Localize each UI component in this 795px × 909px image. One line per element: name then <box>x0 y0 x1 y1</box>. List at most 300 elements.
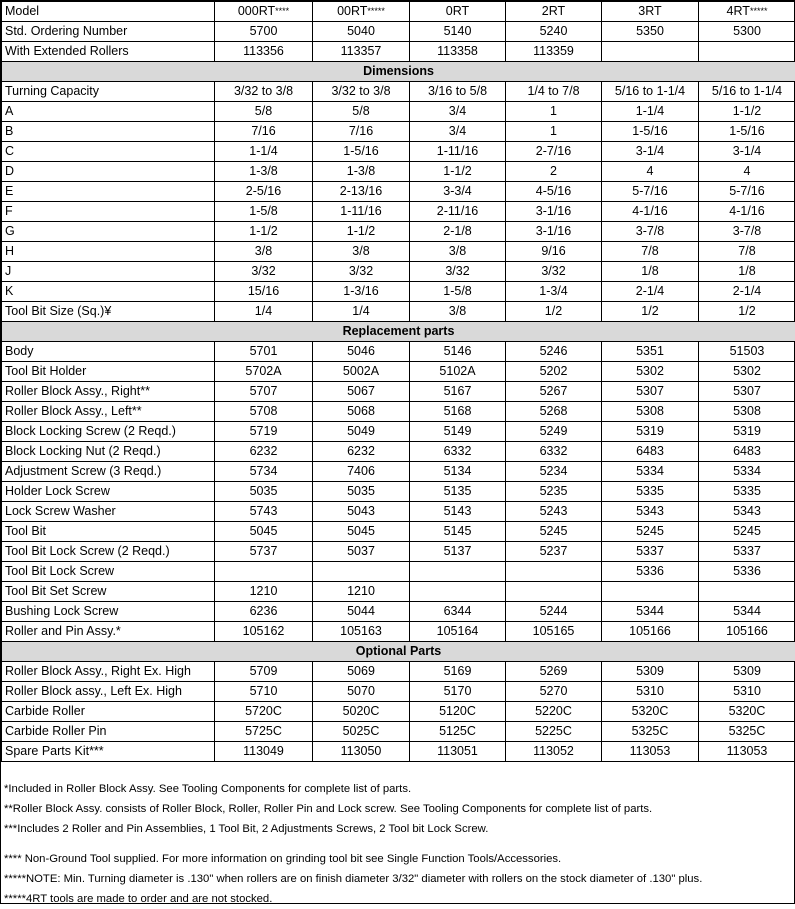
table-cell: 5319 <box>699 422 795 442</box>
table-cell: 5343 <box>699 502 795 522</box>
table-cell: 105164 <box>410 622 506 642</box>
table-cell <box>410 562 506 582</box>
table-cell: 1-3/8 <box>313 162 410 182</box>
table-cell: 5143 <box>410 502 506 522</box>
table-cell: 5146 <box>410 342 506 362</box>
section-header <box>2 642 795 662</box>
row-label: K <box>2 282 215 302</box>
table-cell: 2-5/16 <box>215 182 313 202</box>
table-cell <box>313 562 410 582</box>
table-cell: 1 <box>506 102 602 122</box>
table-cell: 1-5/8 <box>410 282 506 302</box>
table-cell: 6344 <box>410 602 506 622</box>
footnotes <box>4 779 702 909</box>
table-cell <box>506 562 602 582</box>
table-cell: 1-1/2 <box>699 102 795 122</box>
table-cell: 4-5/16 <box>506 182 602 202</box>
row-label: G <box>2 222 215 242</box>
footnote-line: **** Non-Ground Tool supplied. For more information on grinding tool bit see Single Function Tools/Accessories. <box>4 849 702 869</box>
table-row <box>2 422 795 442</box>
table-cell: 3/32 <box>506 262 602 282</box>
table-cell: 5120C <box>410 702 506 722</box>
table-cell: 3/8 <box>410 242 506 262</box>
table-cell: 5707 <box>215 382 313 402</box>
model-name: 000RT <box>238 4 275 18</box>
table-cell: 6232 <box>313 442 410 462</box>
row-label: H <box>2 242 215 262</box>
table-cell: 5308 <box>699 402 795 422</box>
table-cell: 5040 <box>313 22 410 42</box>
table-cell: 5720C <box>215 702 313 722</box>
table-cell: 5737 <box>215 542 313 562</box>
table-cell: 1-1/2 <box>410 162 506 182</box>
model-name: 4RT <box>727 4 750 18</box>
table-cell: 4-1/16 <box>602 202 699 222</box>
table-row <box>2 682 795 702</box>
table-cell: 2-1/8 <box>410 222 506 242</box>
table-cell: 5037 <box>313 542 410 562</box>
footnote-line: **Roller Block Assy. consists of Roller Block, Roller, Roller Pin and Lock screw. See Tooling Components for complete list of parts. <box>4 799 702 819</box>
table-cell: 5337 <box>699 542 795 562</box>
table-cell: 2-13/16 <box>313 182 410 202</box>
table-cell: 1-3/8 <box>215 162 313 182</box>
row-label: Carbide Roller Pin <box>2 722 215 742</box>
table-row <box>2 382 795 402</box>
table-cell: 5035 <box>313 482 410 502</box>
table-cell: 2-1/4 <box>602 282 699 302</box>
table-cell: 3-7/8 <box>699 222 795 242</box>
table-row <box>2 162 795 182</box>
table-cell: 113359 <box>506 42 602 62</box>
table-cell: 1-11/16 <box>313 202 410 222</box>
table-row <box>2 242 795 262</box>
table-cell: 5035 <box>215 482 313 502</box>
table-cell: 5169 <box>410 662 506 682</box>
table-cell: 7/16 <box>215 122 313 142</box>
table-cell: 5300 <box>699 22 795 42</box>
header-row <box>2 2 795 22</box>
row-label: F <box>2 202 215 222</box>
table-cell: 1/2 <box>506 302 602 322</box>
table-row <box>2 602 795 622</box>
table-cell: 1-3/16 <box>313 282 410 302</box>
table-cell: 5320C <box>699 702 795 722</box>
table-cell: 5020C <box>313 702 410 722</box>
table-cell: 5245 <box>506 522 602 542</box>
footnote-line: *Included in Roller Block Assy. See Tooling Components for complete list of parts. <box>4 779 702 799</box>
table-cell: 3/32 <box>313 262 410 282</box>
table-cell: 3/8 <box>410 302 506 322</box>
table-cell: 5102A <box>410 362 506 382</box>
table-cell: 1-5/16 <box>602 122 699 142</box>
table-cell: 5325C <box>699 722 795 742</box>
table-cell: 1-5/16 <box>699 122 795 142</box>
table-cell <box>699 582 795 602</box>
table-cell: 5334 <box>602 462 699 482</box>
model-footnote-marker: ***** <box>367 6 385 16</box>
table-cell: 105165 <box>506 622 602 642</box>
note-spacer <box>4 839 702 849</box>
section-header <box>2 62 795 82</box>
row-label: Tool Bit Lock Screw (2 Reqd.) <box>2 542 215 562</box>
table-cell: 5240 <box>506 22 602 42</box>
table-cell: 5701 <box>215 342 313 362</box>
table-cell: 5307 <box>602 382 699 402</box>
table-cell: 5069 <box>313 662 410 682</box>
table-cell: 6483 <box>602 442 699 462</box>
table-cell: 3-1/16 <box>506 202 602 222</box>
specification-table <box>1 1 795 762</box>
table-row <box>2 102 795 122</box>
table-cell: 113052 <box>506 742 602 762</box>
table-row <box>2 562 795 582</box>
table-cell: 5310 <box>699 682 795 702</box>
table-row <box>2 622 795 642</box>
table-cell: 5045 <box>313 522 410 542</box>
table-cell: 3-3/4 <box>410 182 506 202</box>
table-cell: 5245 <box>602 522 699 542</box>
table-cell: 5045 <box>215 522 313 542</box>
table-cell: 3/8 <box>313 242 410 262</box>
table-cell: 1-1/2 <box>215 222 313 242</box>
table-cell: 1/4 <box>313 302 410 322</box>
model-name: 0RT <box>446 4 469 18</box>
model-header-2rt <box>506 2 602 22</box>
table-cell: 5225C <box>506 722 602 742</box>
table-row <box>2 262 795 282</box>
table-cell: 5302 <box>699 362 795 382</box>
row-label: Body <box>2 342 215 362</box>
table-cell: 3/4 <box>410 122 506 142</box>
table-cell: 5044 <box>313 602 410 622</box>
table-cell: 5046 <box>313 342 410 362</box>
table-row <box>2 42 795 62</box>
table-cell: 5140 <box>410 22 506 42</box>
row-label: J <box>2 262 215 282</box>
table-cell: 2-1/4 <box>699 282 795 302</box>
table-cell: 5168 <box>410 402 506 422</box>
table-cell: 5320C <box>602 702 699 722</box>
table-cell: 5145 <box>410 522 506 542</box>
table-cell: 3/4 <box>410 102 506 122</box>
row-label: Tool Bit Holder <box>2 362 215 382</box>
table-row <box>2 502 795 522</box>
row-label: With Extended Rollers <box>2 42 215 62</box>
table-cell: 113049 <box>215 742 313 762</box>
table-row <box>2 482 795 502</box>
row-label: Tool Bit Set Screw <box>2 582 215 602</box>
table-cell: 1/2 <box>699 302 795 322</box>
table-cell: 2-7/16 <box>506 142 602 162</box>
section-title: Dimensions <box>2 62 795 82</box>
table-cell: 5043 <box>313 502 410 522</box>
table-cell: 5309 <box>699 662 795 682</box>
table-cell: 105166 <box>699 622 795 642</box>
table-cell: 51503 <box>699 342 795 362</box>
row-label: Std. Ordering Number <box>2 22 215 42</box>
row-label: D <box>2 162 215 182</box>
table-cell: 105162 <box>215 622 313 642</box>
table-row <box>2 82 795 102</box>
table-cell: 5/16 to 1-1/4 <box>602 82 699 102</box>
table-row <box>2 582 795 602</box>
table-cell: 5302 <box>602 362 699 382</box>
table-cell: 6483 <box>699 442 795 462</box>
row-label: Tool Bit <box>2 522 215 542</box>
table-cell <box>699 42 795 62</box>
model-footnote-marker: ***** <box>750 6 768 16</box>
table-cell: 5135 <box>410 482 506 502</box>
table-cell: 1-5/8 <box>215 202 313 222</box>
table-cell: 5336 <box>602 562 699 582</box>
table-cell: 5270 <box>506 682 602 702</box>
table-cell: 3-1/16 <box>506 222 602 242</box>
table-cell: 6332 <box>410 442 506 462</box>
table-row <box>2 462 795 482</box>
table-cell: 5234 <box>506 462 602 482</box>
table-cell: 5725C <box>215 722 313 742</box>
table-cell: 113051 <box>410 742 506 762</box>
table-cell <box>602 582 699 602</box>
table-cell: 1 <box>506 122 602 142</box>
table-cell: 1-3/4 <box>506 282 602 302</box>
table-cell: 5137 <box>410 542 506 562</box>
row-label: Spare Parts Kit*** <box>2 742 215 762</box>
table-cell: 5269 <box>506 662 602 682</box>
table-cell: 3/32 to 3/8 <box>313 82 410 102</box>
table-cell: 6332 <box>506 442 602 462</box>
table-cell: 113356 <box>215 42 313 62</box>
table-cell: 1/2 <box>602 302 699 322</box>
table-cell: 5344 <box>602 602 699 622</box>
table-cell: 5-7/16 <box>699 182 795 202</box>
row-label: Carbide Roller <box>2 702 215 722</box>
table-cell: 6236 <box>215 602 313 622</box>
table-cell: 5307 <box>699 382 795 402</box>
table-cell: 5249 <box>506 422 602 442</box>
model-header-000rt <box>215 2 313 22</box>
table-cell: 5325C <box>602 722 699 742</box>
table-cell: 5308 <box>602 402 699 422</box>
table-cell: 1/8 <box>699 262 795 282</box>
row-label: A <box>2 102 215 122</box>
table-cell: 5220C <box>506 702 602 722</box>
row-label: Roller Block Assy., Right** <box>2 382 215 402</box>
table-cell: 5246 <box>506 342 602 362</box>
row-label: Holder Lock Screw <box>2 482 215 502</box>
table-cell: 1210 <box>313 582 410 602</box>
table-cell: 105163 <box>313 622 410 642</box>
table-row <box>2 222 795 242</box>
table-cell: 4 <box>699 162 795 182</box>
table-cell: 5337 <box>602 542 699 562</box>
table-cell: 5709 <box>215 662 313 682</box>
table-cell: 3/16 to 5/8 <box>410 82 506 102</box>
table-row <box>2 402 795 422</box>
table-row <box>2 702 795 722</box>
table-cell: 5702A <box>215 362 313 382</box>
table-cell: 113050 <box>313 742 410 762</box>
table-cell: 5070 <box>313 682 410 702</box>
model-name: 00RT <box>337 4 367 18</box>
table-cell: 5025C <box>313 722 410 742</box>
table-cell: 5743 <box>215 502 313 522</box>
table-row <box>2 22 795 42</box>
model-name: 2RT <box>542 4 565 18</box>
table-cell: 7/8 <box>699 242 795 262</box>
table-cell: 5/8 <box>215 102 313 122</box>
table-cell: 5350 <box>602 22 699 42</box>
table-cell: 5334 <box>699 462 795 482</box>
table-cell: 5700 <box>215 22 313 42</box>
table-cell: 1-1/4 <box>215 142 313 162</box>
table-cell: 1-1/2 <box>313 222 410 242</box>
table-row <box>2 202 795 222</box>
table-cell: 3/32 to 3/8 <box>215 82 313 102</box>
row-label: B <box>2 122 215 142</box>
table-cell: 3/32 <box>410 262 506 282</box>
table-cell: 5336 <box>699 562 795 582</box>
row-label: Adjustment Screw (3 Reqd.) <box>2 462 215 482</box>
table-cell: 5344 <box>699 602 795 622</box>
table-row <box>2 522 795 542</box>
row-label: Tool Bit Size (Sq.)¥ <box>2 302 215 322</box>
table-cell: 5068 <box>313 402 410 422</box>
table-cell: 5237 <box>506 542 602 562</box>
table-cell: 5268 <box>506 402 602 422</box>
model-header-00rt <box>313 2 410 22</box>
table-cell: 5734 <box>215 462 313 482</box>
model-name: 3RT <box>638 4 661 18</box>
table-cell: 5/8 <box>313 102 410 122</box>
table-row <box>2 122 795 142</box>
table-cell: 5343 <box>602 502 699 522</box>
section-title: Optional Parts <box>2 642 795 662</box>
table-cell: 5170 <box>410 682 506 702</box>
row-label: Bushing Lock Screw <box>2 602 215 622</box>
table-cell: 113358 <box>410 42 506 62</box>
table-cell: 4 <box>602 162 699 182</box>
model-header-3rt <box>602 2 699 22</box>
row-label: Lock Screw Washer <box>2 502 215 522</box>
table-cell: 2-11/16 <box>410 202 506 222</box>
row-label: Roller Block Assy., Left** <box>2 402 215 422</box>
table-row <box>2 722 795 742</box>
table-row <box>2 282 795 302</box>
table-cell: 113053 <box>602 742 699 762</box>
table-cell: 3-1/4 <box>699 142 795 162</box>
table-row <box>2 142 795 162</box>
table-cell: 3-7/8 <box>602 222 699 242</box>
table-cell: 3/32 <box>215 262 313 282</box>
table-cell: 5351 <box>602 342 699 362</box>
table-cell: 1-5/16 <box>313 142 410 162</box>
table-cell: 2 <box>506 162 602 182</box>
header-label: Model <box>2 2 215 22</box>
table-row <box>2 662 795 682</box>
table-cell: 7/16 <box>313 122 410 142</box>
table-cell: 7/8 <box>602 242 699 262</box>
table-cell: 5710 <box>215 682 313 702</box>
section-header <box>2 322 795 342</box>
table-cell: 5244 <box>506 602 602 622</box>
section-title: Replacement parts <box>2 322 795 342</box>
model-footnote-marker: **** <box>275 6 289 16</box>
table-cell: 113357 <box>313 42 410 62</box>
table-cell: 5149 <box>410 422 506 442</box>
table-cell: 1/4 <box>215 302 313 322</box>
table-cell: 5235 <box>506 482 602 502</box>
row-label: E <box>2 182 215 202</box>
table-cell: 1210 <box>215 582 313 602</box>
row-label: Block Locking Screw (2 Reqd.) <box>2 422 215 442</box>
table-cell <box>602 42 699 62</box>
table-cell: 5243 <box>506 502 602 522</box>
footnote-line: ***Includes 2 Roller and Pin Assemblies, 1 Tool Bit, 2 Adjustments Screws, 2 Tool bit Lock Screw. <box>4 819 702 839</box>
table-cell: 5202 <box>506 362 602 382</box>
table-cell: 5134 <box>410 462 506 482</box>
table-cell: 7406 <box>313 462 410 482</box>
table-cell: 5125C <box>410 722 506 742</box>
table-row <box>2 182 795 202</box>
table-cell: 5049 <box>313 422 410 442</box>
table-cell: 1/4 to 7/8 <box>506 82 602 102</box>
table-cell <box>506 582 602 602</box>
row-label: C <box>2 142 215 162</box>
table-cell: 15/16 <box>215 282 313 302</box>
table-cell: 5/16 to 1-1/4 <box>699 82 795 102</box>
table-cell: 113053 <box>699 742 795 762</box>
table-row <box>2 342 795 362</box>
footnote-line: *****NOTE: Min. Turning diameter is .130" when rollers are on finish diameter 3/32" diameter with rollers on the stock diameter of .130" plus. <box>4 869 702 889</box>
table-cell: 3-1/4 <box>602 142 699 162</box>
row-label: Roller Block assy., Left Ex. High <box>2 682 215 702</box>
table-cell: 5708 <box>215 402 313 422</box>
table-row <box>2 442 795 462</box>
table-cell: 6232 <box>215 442 313 462</box>
table-cell: 5309 <box>602 662 699 682</box>
model-header-0rt <box>410 2 506 22</box>
table-cell: 4-1/16 <box>699 202 795 222</box>
table-cell: 1/8 <box>602 262 699 282</box>
table-cell: 5310 <box>602 682 699 702</box>
table-cell: 5335 <box>699 482 795 502</box>
table-cell: 5002A <box>313 362 410 382</box>
table-cell: 5335 <box>602 482 699 502</box>
table-cell: 3/8 <box>215 242 313 262</box>
row-label: Roller and Pin Assy.* <box>2 622 215 642</box>
table-cell: 5719 <box>215 422 313 442</box>
table-row <box>2 542 795 562</box>
table-row <box>2 742 795 762</box>
row-label: Turning Capacity <box>2 82 215 102</box>
row-label: Tool Bit Lock Screw <box>2 562 215 582</box>
table-cell: 5167 <box>410 382 506 402</box>
table-cell: 1-1/4 <box>602 102 699 122</box>
table-cell: 5267 <box>506 382 602 402</box>
footnote-line: *****4RT tools are made to order and are not stocked. <box>4 889 702 909</box>
table-row <box>2 362 795 382</box>
row-label: Block Locking Nut (2 Reqd.) <box>2 442 215 462</box>
table-cell <box>410 582 506 602</box>
table-cell: 5067 <box>313 382 410 402</box>
table-cell: 9/16 <box>506 242 602 262</box>
table-cell: 105166 <box>602 622 699 642</box>
table-cell: 5-7/16 <box>602 182 699 202</box>
table-cell <box>215 562 313 582</box>
table-cell: 5245 <box>699 522 795 542</box>
table-cell: 1-11/16 <box>410 142 506 162</box>
